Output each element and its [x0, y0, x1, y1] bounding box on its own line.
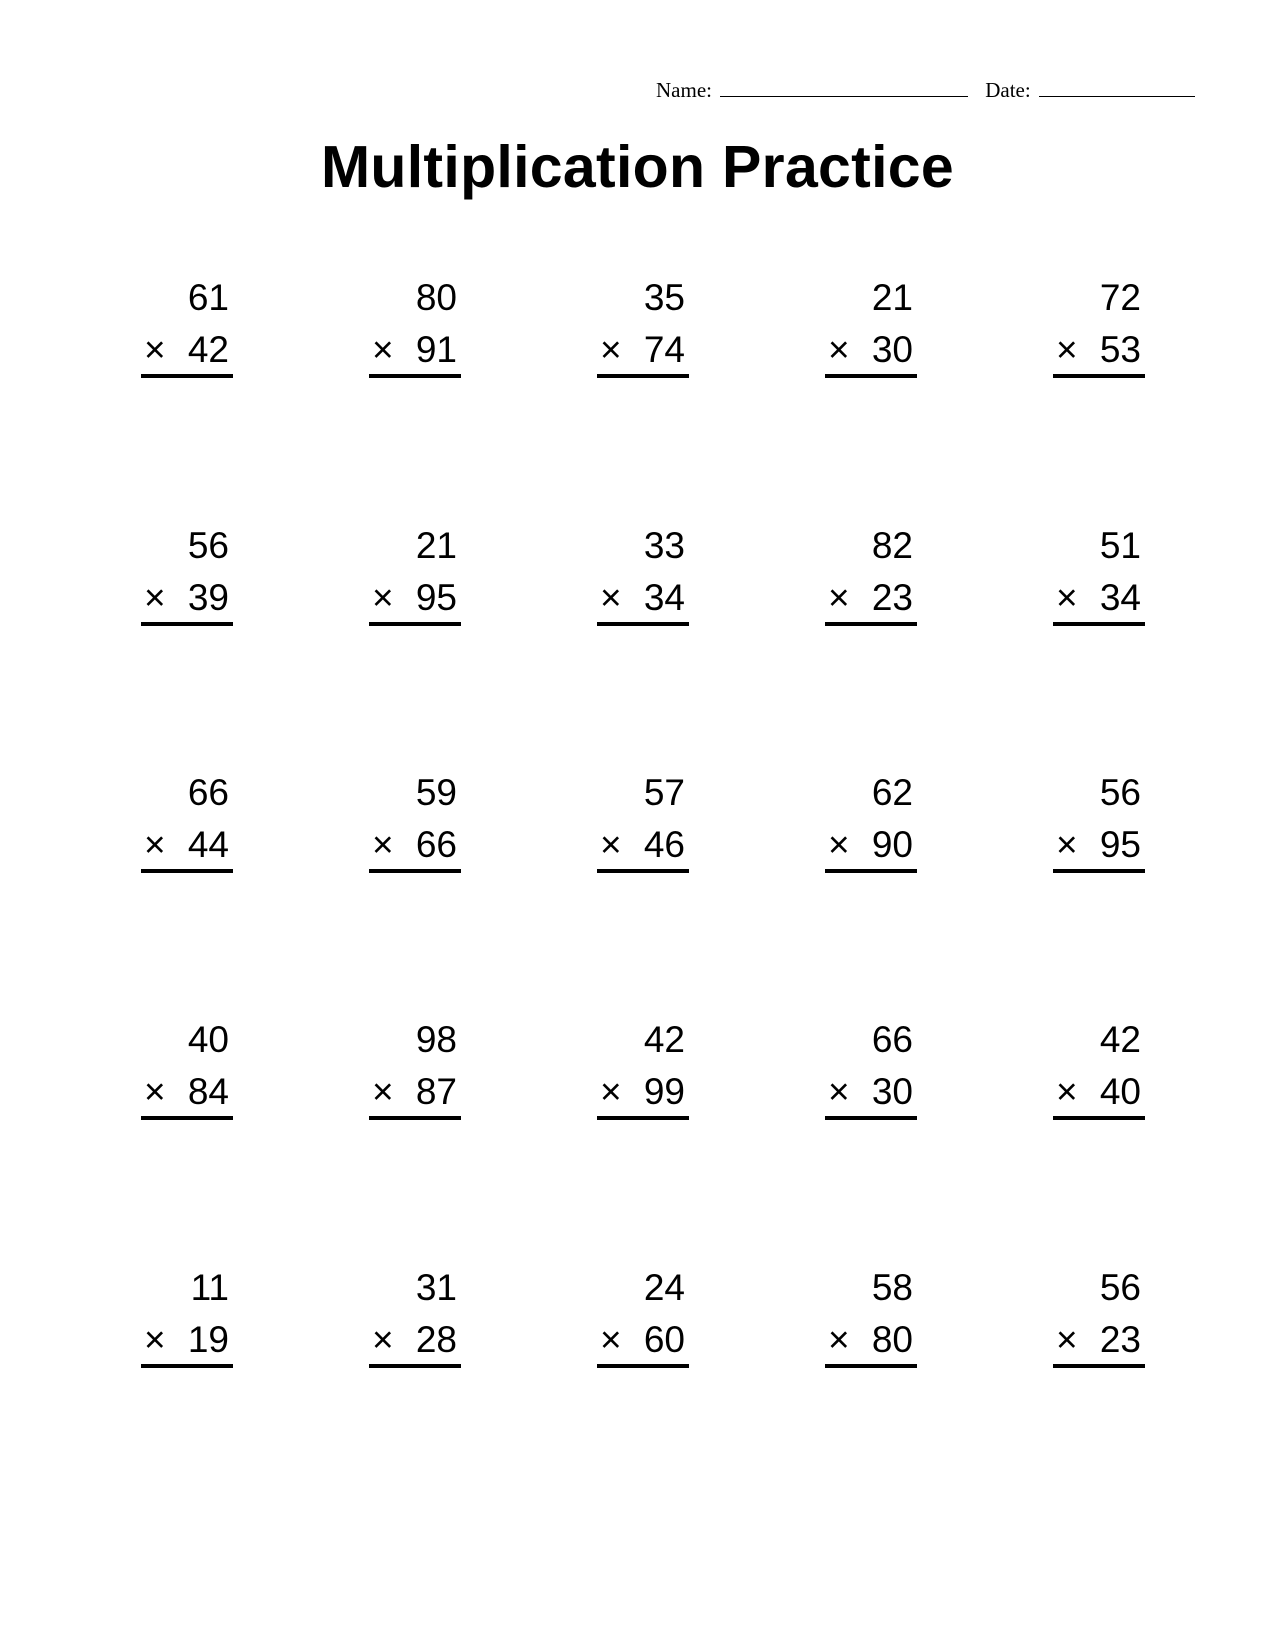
- times-sign: ×: [144, 329, 166, 370]
- multiplier-row: [141, 1066, 233, 1118]
- problem-18: [597, 1014, 689, 1120]
- times-sign: ×: [144, 824, 166, 865]
- multiplicand: 66: [187, 772, 229, 813]
- name-label: Name:: [656, 78, 712, 102]
- multiplier-row: [825, 572, 917, 624]
- problem-2: [369, 272, 461, 378]
- times-sign: ×: [1056, 1319, 1078, 1360]
- times-sign: ×: [372, 329, 394, 370]
- multiplier: 42: [187, 329, 229, 370]
- problem-10: [1053, 520, 1145, 626]
- problem-11: [141, 767, 233, 873]
- multiplier-row: [141, 819, 233, 871]
- problem-25: [1053, 1262, 1145, 1368]
- multiplicand: 33: [643, 525, 685, 566]
- times-sign: ×: [372, 824, 394, 865]
- multiplicand: 57: [643, 772, 685, 813]
- problem-6: [141, 520, 233, 626]
- multiplicand: 31: [415, 1267, 457, 1308]
- problem-3: [597, 272, 689, 378]
- multiplicand: 24: [643, 1267, 685, 1308]
- multiplier: 53: [1099, 329, 1141, 370]
- multiplier: 39: [187, 577, 229, 618]
- multiplier-row: [1053, 819, 1145, 871]
- multiplicand: 11: [190, 1267, 229, 1308]
- multiplier: 23: [871, 577, 913, 618]
- times-sign: ×: [1056, 329, 1078, 370]
- multiplier-row: [825, 324, 917, 376]
- problem-19: [825, 1014, 917, 1120]
- multiplier-row: [1053, 572, 1145, 624]
- multiplier-row: [141, 1314, 233, 1366]
- problem-23: [597, 1262, 689, 1368]
- multiplier: 99: [643, 1071, 685, 1112]
- multiplicand: 21: [871, 277, 913, 318]
- multiplicand: 98: [415, 1019, 457, 1060]
- multiplier-row: [1053, 1066, 1145, 1118]
- times-sign: ×: [1056, 1071, 1078, 1112]
- problem-14: [825, 767, 917, 873]
- multiplicand: 42: [643, 1019, 685, 1060]
- times-sign: ×: [144, 577, 166, 618]
- multiplier: 60: [643, 1319, 685, 1360]
- multiplier-row: [825, 819, 917, 871]
- times-sign: ×: [828, 329, 850, 370]
- multiplier: 30: [871, 329, 913, 370]
- multiplicand: 42: [1099, 1019, 1141, 1060]
- multiplier: 19: [187, 1319, 229, 1360]
- multiplier: 95: [1099, 824, 1141, 865]
- times-sign: ×: [600, 1319, 622, 1360]
- multiplicand: 80: [415, 277, 457, 318]
- times-sign: ×: [600, 1071, 622, 1112]
- times-sign: ×: [372, 577, 394, 618]
- multiplier-row: [597, 1066, 689, 1118]
- multiplicand: 35: [643, 277, 685, 318]
- multiplicand: 56: [1099, 772, 1141, 813]
- times-sign: ×: [600, 329, 622, 370]
- problem-9: [825, 520, 917, 626]
- problem-12: [369, 767, 461, 873]
- problem-22: [369, 1262, 461, 1368]
- multiplicand: 40: [187, 1019, 229, 1060]
- multiplicand: 56: [1099, 1267, 1141, 1308]
- multiplicand: 66: [871, 1019, 913, 1060]
- times-sign: ×: [1056, 577, 1078, 618]
- multiplicand: 56: [187, 525, 229, 566]
- times-sign: ×: [600, 824, 622, 865]
- problem-15: [1053, 767, 1145, 873]
- times-sign: ×: [144, 1319, 166, 1360]
- problem-1: [141, 272, 233, 378]
- problem-7: [369, 520, 461, 626]
- times-sign: ×: [828, 824, 850, 865]
- multiplier-row: [1053, 324, 1145, 376]
- multiplier: 23: [1099, 1319, 1141, 1360]
- multiplier-row: [141, 572, 233, 624]
- times-sign: ×: [372, 1071, 394, 1112]
- multiplicand: 21: [415, 525, 457, 566]
- multiplier-row: [825, 1314, 917, 1366]
- multiplicand: 59: [415, 772, 457, 813]
- multiplier-row: [369, 819, 461, 871]
- multiplier: 95: [415, 577, 457, 618]
- multiplicand: 82: [871, 525, 913, 566]
- problem-8: [597, 520, 689, 626]
- problem-21: [141, 1262, 233, 1368]
- times-sign: ×: [828, 577, 850, 618]
- problem-20: [1053, 1014, 1145, 1120]
- multiplier-row: [597, 1314, 689, 1366]
- problem-17: [369, 1014, 461, 1120]
- multiplier: 87: [415, 1071, 457, 1112]
- multiplicand: 51: [1099, 525, 1141, 566]
- multiplicand: 72: [1099, 277, 1141, 318]
- problem-5: [1053, 272, 1145, 378]
- date-label: Date:: [985, 78, 1031, 102]
- problem-24: [825, 1262, 917, 1368]
- multiplier: 40: [1099, 1071, 1141, 1112]
- multiplier: 34: [643, 577, 685, 618]
- multiplier-row: [597, 572, 689, 624]
- multiplier: 66: [415, 824, 457, 865]
- multiplier: 90: [871, 824, 913, 865]
- multiplicand: 61: [187, 277, 229, 318]
- problem-13: [597, 767, 689, 873]
- times-sign: ×: [828, 1071, 850, 1112]
- multiplier-row: [369, 1314, 461, 1366]
- page-title: Multiplication Practice: [320, 134, 955, 200]
- multiplier: 34: [1099, 577, 1141, 618]
- multiplier: 28: [415, 1319, 457, 1360]
- multiplier-row: [369, 1066, 461, 1118]
- times-sign: ×: [144, 1071, 166, 1112]
- times-sign: ×: [828, 1319, 850, 1360]
- multiplier-row: [1053, 1314, 1145, 1366]
- multiplier: 46: [643, 824, 685, 865]
- multiplier: 74: [643, 329, 685, 370]
- times-sign: ×: [1056, 824, 1078, 865]
- problem-4: [825, 272, 917, 378]
- times-sign: ×: [372, 1319, 394, 1360]
- multiplier-row: [597, 819, 689, 871]
- multiplier-row: [369, 324, 461, 376]
- problem-16: [141, 1014, 233, 1120]
- multiplier-row: [825, 1066, 917, 1118]
- multiplicand: 58: [871, 1267, 913, 1308]
- multiplier: 44: [187, 824, 229, 865]
- multiplier-row: [597, 324, 689, 376]
- times-sign: ×: [600, 577, 622, 618]
- multiplier: 30: [871, 1071, 913, 1112]
- multiplicand: 62: [871, 772, 913, 813]
- multiplier-row: [369, 572, 461, 624]
- multiplier-row: [141, 324, 233, 376]
- multiplier: 84: [187, 1071, 229, 1112]
- multiplier: 91: [415, 329, 457, 370]
- multiplier: 80: [871, 1319, 913, 1360]
